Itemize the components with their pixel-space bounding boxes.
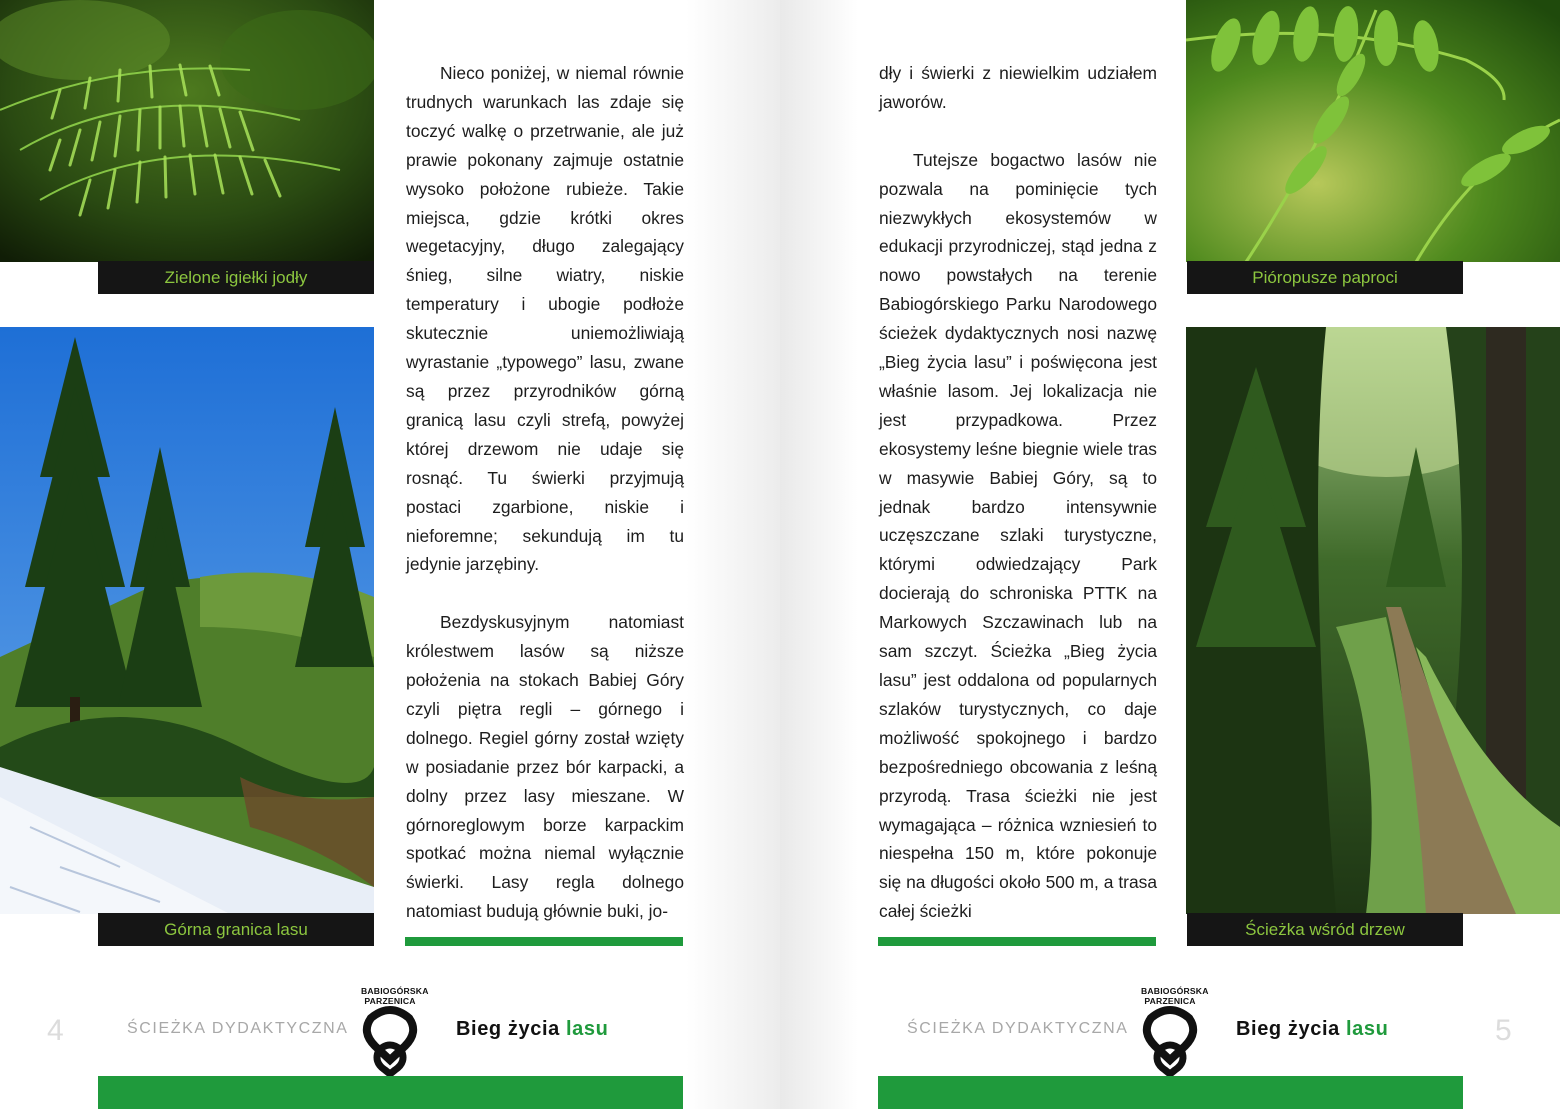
logo-text-line1: BABIOGÓRSKA [361, 986, 429, 996]
caption-upper-tree-line: Górna granica lasu [98, 913, 374, 946]
logo-text-line2: PARZENICA [364, 996, 416, 1006]
footer-green-band [98, 1076, 683, 1109]
caption-fern-fronds: Pióropusze paproci [1187, 261, 1463, 294]
paragraph: dły i świerki z niewielkim udziałem jaworów. [879, 63, 1157, 112]
left-text-column [406, 59, 684, 955]
page-number: 5 [1495, 1014, 1512, 1047]
page-number: 4 [47, 1014, 64, 1047]
brand-title-main: Bieg życia [1236, 1018, 1340, 1040]
green-rule [405, 937, 683, 946]
logo-text-line2: PARZENICA [1144, 996, 1196, 1006]
footer-green-band [878, 1076, 1463, 1109]
section-label: ŚCIEŻKA DYDAKTYCZNA [907, 1020, 1129, 1037]
caption-fir-needles: Zielone igiełki jodły [98, 261, 374, 294]
brand-title-accent: lasu [1346, 1018, 1389, 1040]
right-page [780, 0, 1560, 1109]
brand-title [456, 1018, 608, 1041]
photo-upper-tree-line [0, 327, 374, 914]
photo-fir-needles [0, 0, 374, 262]
logo-text-line1: BABIOGÓRSKA [1141, 986, 1209, 996]
paragraph: Nieco poniżej, w niemal równie trudnych warunkach las zdaje się toczyć walkę o przetrwanie, ale już prawie pokonany zajmuje ostatnie wysoko położone rubieże. Takie miejsca, gdzie krótki okres wegetacyjny, długo zalegający śnieg, silne wiatry, niskie temperatury i ubogie podłoże skutecznie uniemożliwiają wyrastanie „typowego” lasu, zwane są przez przyrodników górną granicą lasu czyli strefą, powyżej której drzewom nie udaje się rosnąć. Tu świerki przyjmują postaci zgarbione, niskie i nieforemne; sekundują im tu jedynie jarzębiny. [406, 63, 684, 575]
paragraph: Tutejsze bogactwo lasów nie pozwala na pominięcie tych niezwykłych ekosystemów w edukacji przyrodniczej, stąd jedna z nowo powstałych na terenie Babiogórskiego Parku Narodowego ścieżek dydaktycznych nosi nazwę „Bieg życia lasu” i poświęcona jest właśnie lasom. Jej lokalizacja nie jest przypadkowa. Przez ekosystemy leśne biegnie wiele tras w masywie Babiej Góry, są to jednak bardzo intensywnie uczęszczane szlaki turystyczne, którymi odwiedzający Park docierają do schroniska PTTK na Markowych Szczawinach lub na sam szczyt. Ścieżka „Bieg życia lasu” jest oddalona od popularnych szlaków turystycznych, co daje możliwość spokojnego i bardzo bezpośredniego obcowania z leśną przyrodą. Trasa ścieżki nie jest wymagająca – różnica wzniesień to niespełna 150 m, które pokonuje się na długości około 500 m, a trasa całej ścieżki [879, 149, 1157, 922]
right-text-column [879, 59, 1157, 955]
section-label: ŚCIEŻKA DYDAKTYCZNA [127, 1020, 349, 1037]
paragraph: Bezdyskusyjnym natomiast królestwem lasów są niższe położenia na stokach Babiej Góry czyli piętra regli – górnego i dolnego. Regiel górny został wzięty w posiadanie przez bór karpacki, a dolny przez lasy mieszane. W górnoreglowym borze karpackim spotkać można niemal wyłącznie świerki. Lasy regla dolnego natomiast budują głównie buki, jo- [406, 612, 684, 922]
photo-forest-path [1186, 327, 1560, 914]
green-rule [878, 937, 1156, 946]
brand-title [1236, 1018, 1388, 1041]
caption-forest-path: Ścieżka wśród drzew [1187, 913, 1463, 946]
brand-title-accent: lasu [566, 1018, 609, 1040]
brand-title-main: Bieg życia [456, 1018, 560, 1040]
photo-fern-fronds [1186, 0, 1560, 262]
